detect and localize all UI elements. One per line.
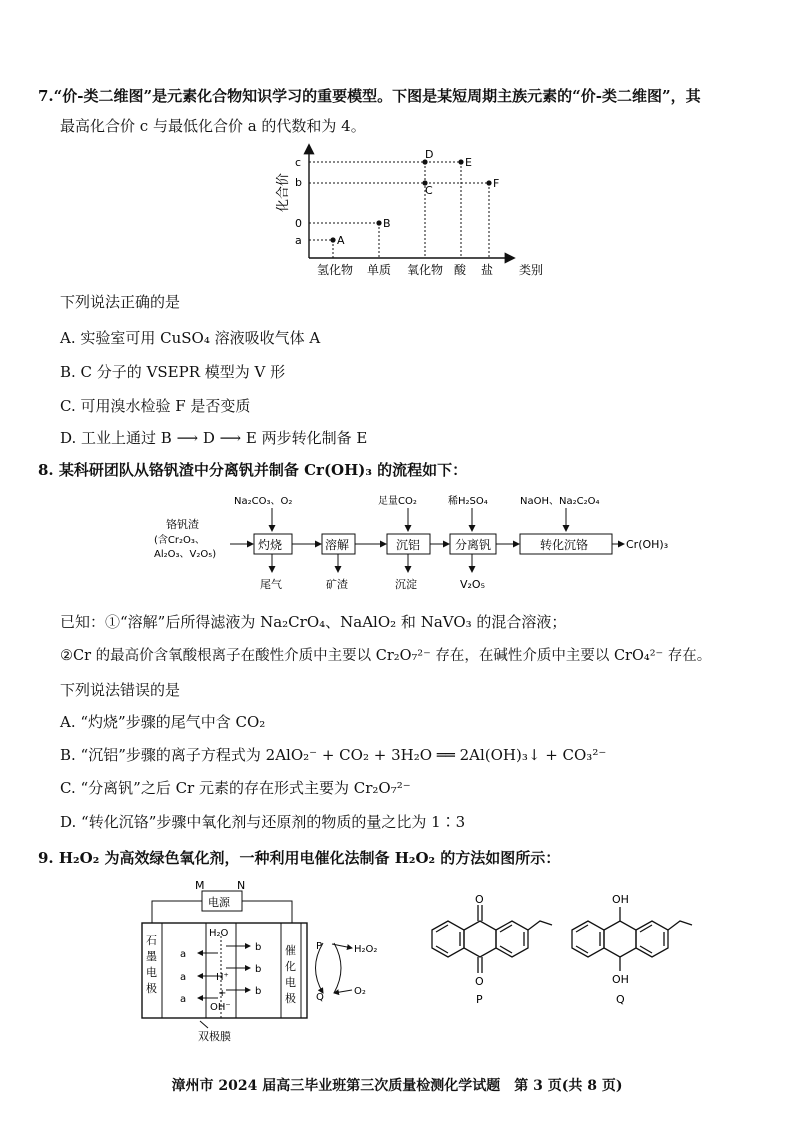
q7-option-a: A. 实验室可用 CuSO₄ 溶液吸收气体 A [60,329,321,347]
page-footer: 漳州市 2024 届高三毕业班第三次质量检测化学试题 第 3 页(共 8 页) [171,1078,623,1094]
q8-product: Cr(OH)₃ [626,538,669,551]
q7-xtick-salt: 盐 [481,263,494,277]
q9-catalyst-2: 化 [285,960,296,973]
q7-option-d: D. 工业上通过 B ⟶ D ⟶ E 两步转化制备 E [60,429,368,447]
q7-stem-line2: 最高化合价 c 与最低化合价 a 的代数和为 4。 [60,117,366,135]
q9-o2: O₂ [354,986,366,997]
q9-membrane-label: 双极膜 [198,1030,231,1043]
q9-graphite-2: 墨 [146,950,157,963]
q9-Q-bottom-OH: OH [612,973,629,986]
q8-step-dissolve: 溶解 [325,538,350,552]
q9-hplus: H⁺ [216,972,229,983]
q9-Q-top-OH: OH [612,893,629,906]
q9-cycle-P: P [316,941,323,952]
q8-option-d: D. “转化沉铬”步骤中氧化剂与还原剂的物质的量之比为 1∶3 [60,813,466,831]
q7-point-F [486,180,491,185]
q8-process-flow [150,488,680,598]
q9-cycle-Q: Q [316,992,324,1003]
q7-label-C: C [425,184,433,197]
q7-question: 下列说法正确的是 [60,293,181,311]
q9-graphite-3: 电 [146,966,157,979]
q9-P-label: P [476,993,483,1006]
q7-label-A: A [337,234,345,247]
q9-P-bottom-O: O [475,975,484,988]
q8-known-1: 已知：①“溶解”后所得滤液为 Na₂CrO₄、NaAlO₂ 和 NaVO₃ 的混合溶液； [60,613,567,631]
q9-ohminus: OH⁻ [210,1002,231,1013]
q9-catalyst-3: 电 [285,976,296,989]
q7-label-E: E [465,156,472,169]
q7-xtick-hydride: 氢化物 [317,263,354,277]
q7-point-A [330,237,335,242]
q9-h2o: H₂O [209,928,229,939]
q7-ytick-c: c [295,156,302,169]
q9-b-1: b [255,942,262,953]
q8-stem: 8. 某科研团队从铬钒渣中分离钒并制备 Cr(OH)₃ 的流程如下： [38,461,468,479]
q7-label-B: B [383,217,391,230]
q9-P-top-O: O [475,893,484,906]
q9-catalyst-1: 催 [285,944,296,957]
q7-xtick-element: 单质 [367,263,392,277]
q8-step-v-separate: 分离钒 [455,538,492,552]
q8-option-a: A. “灼烧”步骤的尾气中含 CO₂ [60,713,266,731]
q8-step-roast: 灼烧 [258,538,283,552]
q8-output-precip: 沉淀 [395,578,417,591]
q9-Q-label: Q [616,993,625,1006]
q9-terminal-M: M [195,879,205,892]
q7-xtick-oxide: 氧化物 [407,263,444,277]
q8-option-b: B. “沉铝”步骤的离子方程式为 2AlO₂⁻ + CO₂ + 3H₂O ══ 2Al(OH)₃↓ + CO₃²⁻ [60,746,607,764]
q7-xtick-acid: 酸 [454,263,467,277]
q9-terminal-N: N [237,879,246,892]
q9-graphite-1: 石 [146,934,157,947]
q9-a-1: a [180,949,187,960]
q7-option-b: B. C 分子的 VSEPR 模型为 V 形 [60,363,286,381]
q8-output-gas: 尾气 [260,578,282,591]
q9-a-2: a [180,972,187,983]
q8-reagent-3: 稀H₂SO₄ [448,496,488,507]
q9-power-label: 电源 [208,896,230,909]
q8-step-cr-precip: 转化沉铬 [540,538,589,552]
q8-reagent-2: 足量CO₂ [378,496,417,507]
q8-output-v2o5: V₂O₅ [460,578,486,591]
q9-graphite-4: 极 [146,982,157,995]
q8-known-2: ②Cr 的最高价含氧酸根离子在酸性介质中主要以 Cr₂O₇²⁻ 存在，在碱性介质中主要以 CrO₄²⁻ 存在。 [60,648,712,664]
q9-molecule-Q [560,885,700,1015]
q8-reagent-4: NaOH、Na₂C₂O₄ [520,496,600,507]
q7-option-c: C. 可用溴水检验 F 是否变质 [60,397,251,415]
q9-stem: 9. H₂O₂ 为高效绿色氧化剂，一种利用电催化法制备 H₂O₂ 的方法如图所示： [38,849,561,867]
q8-step-al-precip: 沉铝 [396,538,421,552]
q7-ytick-a: a [295,234,302,247]
q7-stem-line1: 7.“价-类二维图”是元素化合物知识学习的重要模型。下图是某短周期主族元素的“价-类二维图”，其 [38,87,701,105]
q8-feed-line3: Al₂O₃、V₂O₅) [154,549,217,560]
q7-ytick-0: 0 [295,217,302,230]
q7-ylabel: 化合价 [276,172,291,212]
q9-h2o2: H₂O₂ [354,944,378,955]
q9-molecule-P [420,885,560,1015]
q8-output-slag: 矿渣 [326,578,348,591]
q9-electrolysis-cell [138,878,388,1048]
q7-xlabel: 类别 [519,263,544,277]
q9-b-2: b [255,964,262,975]
q8-reagent-1: Na₂CO₃、O₂ [234,496,293,507]
q7-point-B [376,220,381,225]
q7-ytick-b: b [295,176,302,189]
q8-feed-line2: (含Cr₂O₃、 [154,535,205,546]
q9-a-3: a [180,994,187,1005]
q9-b-3: b [255,986,262,997]
q7-label-F: F [493,177,500,190]
q7-point-E [458,159,463,164]
q8-question: 下列说法错误的是 [60,681,181,699]
q8-feed-line1: 铬钒渣 [166,518,199,531]
q7-valence-class-chart [265,140,565,280]
q9-catalyst-4: 极 [285,992,296,1005]
q7-label-D: D [425,148,434,161]
q9-plus: + [218,988,227,999]
q8-option-c: C. “分离钒”之后 Cr 元素的存在形式主要为 Cr₂O₇²⁻ [60,779,411,797]
